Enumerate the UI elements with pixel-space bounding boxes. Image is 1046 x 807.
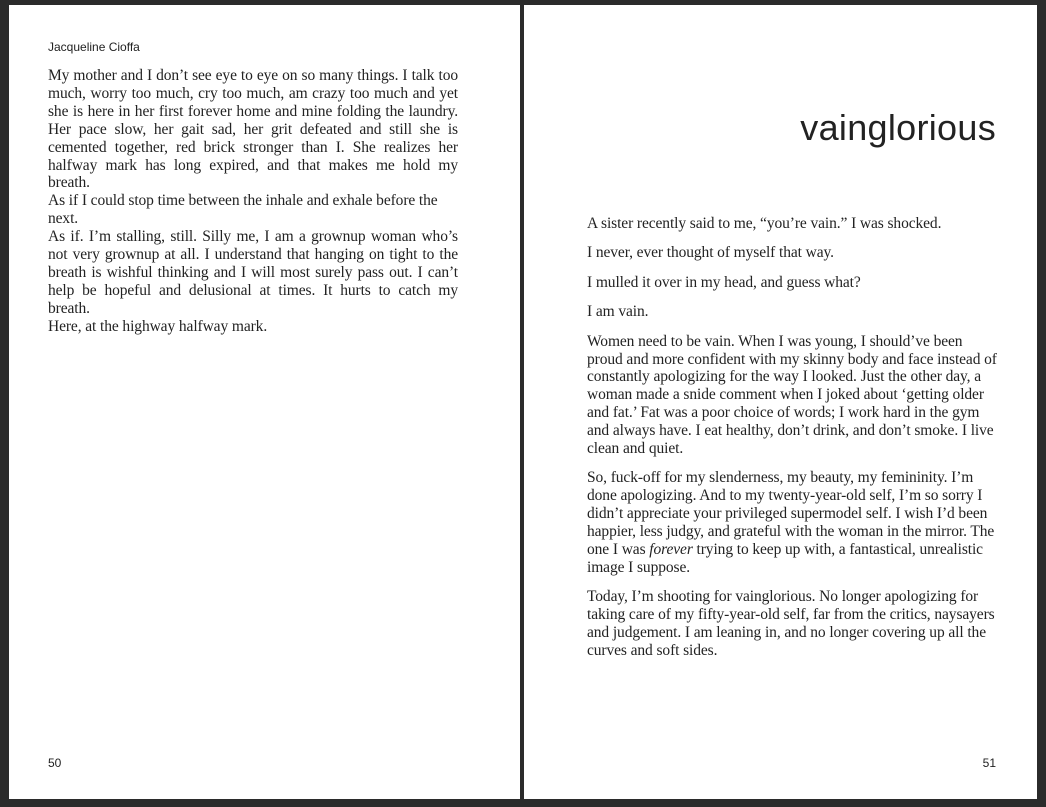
left-page-body [48, 67, 458, 336]
body-paragraph: Women need to be vain. When I was young, I should’ve been proud and more confident with my skinny body and face instead of constantly apologizing for the way I looked. Just the other day, a woman made a snide comment when I joked about ‘getting older and fat.’ Fat was a poor choice of words; I work hard in the gym and always have. I eat healthy, don’t drink, and don’t smoke. I live clean and quiet. [587, 332, 997, 458]
body-paragraph [587, 469, 999, 576]
body-paragraph: I mulled it over in my head, and guess what? [587, 273, 861, 291]
body-paragraph: I am vain. [587, 303, 649, 321]
right-page-body [587, 215, 999, 672]
body-paragraph: I never, ever thought of myself that way. [587, 244, 834, 262]
body-paragraph: My mother and I don’t see eye to eye on so many things. I talk too much, worry too much, cry too much, am crazy too much and yet she is here in her first forever home and mine folding the laundry. Her pace slow, her gait sad, her grit defeated and still she is cemented together, red brick stronger than I. She realizes her halfway mark has long expired, and that makes me hold my breath. [48, 67, 458, 192]
chapter-title: vainglorious [800, 107, 996, 148]
right-page [524, 5, 1037, 799]
body-paragraph: Here, at the highway halfway mark. [48, 317, 268, 335]
paragraph-text: trying to keep up with, a fantastical, unrealistic image I suppose. [587, 541, 983, 576]
emphasis-text: forever [649, 541, 693, 559]
body-paragraph: As if. I’m stalling, still. Silly me, I am a grownup woman who’s not very grownup at all. I understand that hanging on tight to the breath is wishful thinking and I will most surely pass out. I can’t help be hopeful and delusional at times. It hurts to catch my breath. [48, 228, 458, 317]
body-paragraph: Today, I’m shooting for vainglorious. No longer apologizing for taking care of my fifty-year-old self, far from the critics, naysayers and judgement. I am leaning in, and no longer covering up all the curves and soft sides. [587, 588, 995, 660]
body-paragraph: A sister recently said to me, “you’re vain.” I was shocked. [587, 215, 942, 232]
page-number-left: 50 [48, 756, 62, 770]
paragraph-text: So, fuck-off for my slenderness, my beauty, my femininity. I’m done apologizing. And to my twenty-year-old self, I’m so sorry I didn’t appreciate your privileged supermodel self. I wish I’d been happier, less judgy, and grateful with the woman in the mirror. The one I was [587, 469, 995, 559]
left-page [9, 5, 520, 799]
page-number-right: 51 [982, 756, 996, 770]
body-paragraph: As if I could stop time between the inhale and exhale before the next. [48, 192, 438, 228]
running-header-author: Jacqueline Cioffa [48, 40, 140, 54]
